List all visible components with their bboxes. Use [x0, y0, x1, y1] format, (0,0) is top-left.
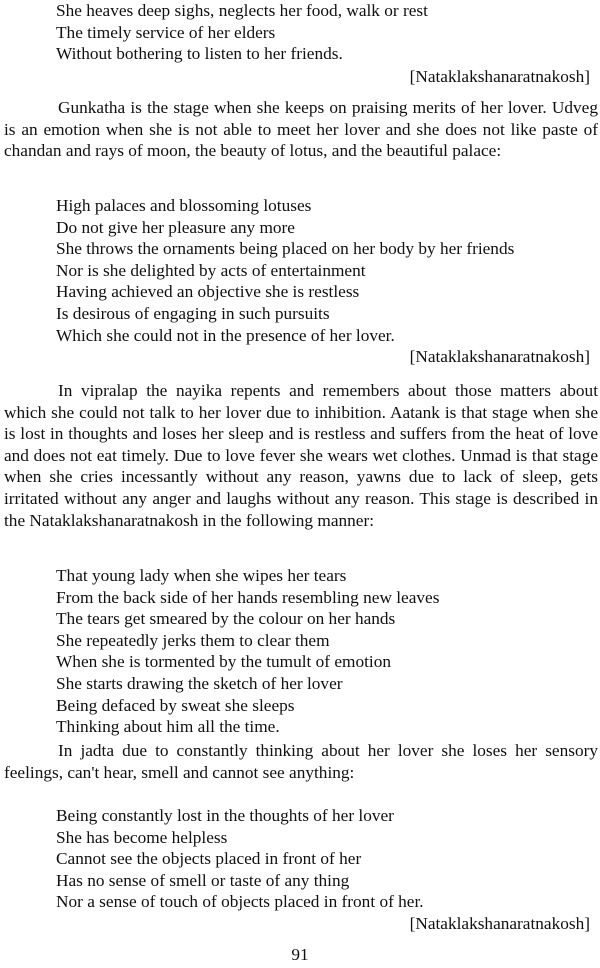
- verse-line: She throws the ornaments being placed on her body by her friends: [56, 239, 515, 259]
- paragraph-text: In jadta due to constantly thinking about her lover she loses her sensory feelings, can't hear, smell and cannot see anything:: [4, 741, 598, 782]
- verse-block-2: [56, 195, 596, 346]
- verse-line: Which she could not in the presence of her lover.: [56, 325, 395, 345]
- paragraph-text: In vipralap the nayika repents and remembers about those matters about which she could not talk to her lover due to inhibition. Aatank is that stage when she is lost in thoughts and loses her sleep and is restless and suffers from the heat of love and does not eat timely. Due to love fever she wears wet clothes. Unmad is that stage when she cries incessantly without any reason, yawns due to lack of sleep, gets irritated without any anger and laughs without any reason. This stage is described in the Nataklakshanaratnakosh in the following manner:: [4, 381, 598, 530]
- verse-line: Nor is she delighted by acts of entertainment: [56, 260, 366, 280]
- citation-2: [Nataklakshanaratnakosh]: [409, 347, 590, 366]
- verse-line: High palaces and blossoming lotuses: [56, 196, 312, 215]
- verse-line: The tears get smeared by the colour on her hands: [56, 609, 396, 629]
- verse-line: That young lady when she wipes her tears: [56, 566, 347, 585]
- verse-line: Being constantly lost in the thoughts of her lover: [56, 806, 394, 825]
- verse-line: She heaves deep sighs, neglects her food, walk or rest: [56, 1, 428, 20]
- citation-1: [Nataklakshanaratnakosh]: [409, 67, 590, 86]
- verse-line: Without bothering to listen to her friends.: [56, 44, 343, 64]
- paragraph-text: Gunkatha is the stage when she keeps on praising merits of her lover. Udveg is an emotion when she is not able to meet her lover and she does not like paste of chandan and rays of moon, the beauty of lotus, and the beautiful palace:: [4, 98, 598, 161]
- verse-line: Has no sense of smell or taste of any thing: [56, 870, 350, 890]
- verse-line: Cannot see the objects placed in front of her: [56, 849, 362, 869]
- citation-3: [Nataklakshanaratnakosh]: [409, 914, 590, 933]
- verse-line: Nor a sense of touch of objects placed in front of her.: [56, 892, 424, 912]
- verse-line: She has become helpless: [56, 827, 228, 847]
- page-number: 91: [291, 945, 309, 964]
- verse-line: Having achieved an objective she is restless: [56, 282, 360, 302]
- verse-line: From the back side of her hands resembling new leaves: [56, 587, 440, 607]
- verse-block-1: [56, 0, 596, 65]
- paragraph-jadta: [4, 740, 598, 783]
- verse-line: She repeatedly jerks them to clear them: [56, 630, 330, 650]
- verse-block-3: [56, 565, 596, 738]
- verse-line: The timely service of her elders: [56, 22, 276, 42]
- verse-line: Thinking about him all the time.: [56, 717, 280, 737]
- verse-line: She starts drawing the sketch of her lover: [56, 673, 343, 693]
- verse-line: Do not give her pleasure any more: [56, 217, 295, 237]
- paragraph-vipralap: [4, 380, 598, 531]
- verse-line: Is desirous of engaging in such pursuits: [56, 303, 330, 323]
- verse-block-4: [56, 805, 596, 913]
- verse-line: Being defaced by sweat she sleeps: [56, 695, 295, 715]
- paragraph-gunkatha: [4, 97, 598, 162]
- verse-line: When she is tormented by the tumult of emotion: [56, 652, 392, 672]
